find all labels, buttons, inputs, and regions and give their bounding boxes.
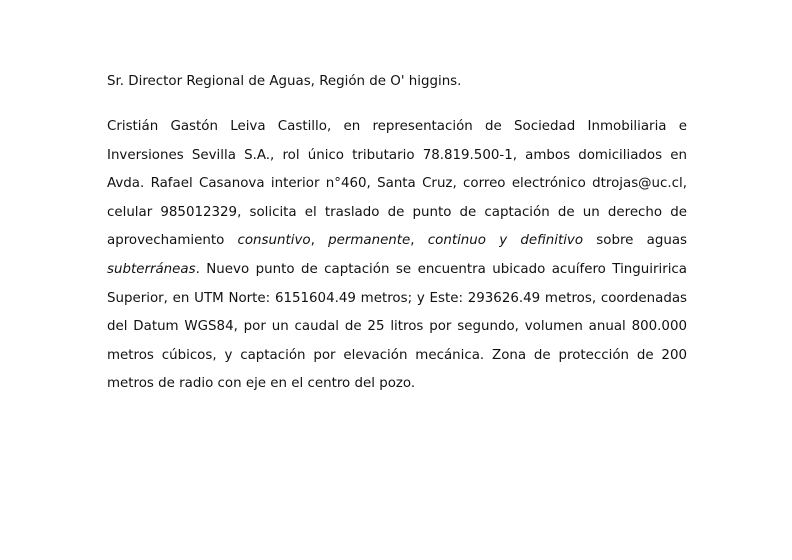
body-text-segment: , (310, 233, 329, 249)
body-text-segment: Cristián Gastón Leiva Castillo, en representación de Sociedad Inmobiliaria e Inversiones Sevilla S.A., rol único tributario 78.819.500-1, ambos domiciliados en Avda. Rafael Casanova interior n°460, Santa Cruz, correo electrónico dtrojas@uc.cl, celular 985012329, solicita el traslado de punto de captación de un derecho de aprovechamiento (107, 119, 687, 249)
body-text-segment: . Nuevo punto de captación se encuentra ubicado acuífero Tinguiririca Superior, en UTM Norte: 6151604.49 metros; y Este: 293626.49 metros, coordenadas del Datum WGS84, por un caudal de 25 litros por segundo, volumen anual 800.000 metros cúbicos, y captación por elevación mecánica. Zona de protección de 200 metros de radio con eje en el centro del pozo. (107, 261, 687, 392)
body-text-segment: sobre aguas (583, 233, 687, 249)
letter-body (107, 113, 687, 399)
body-italic-continuo: continuo y definitivo (427, 233, 584, 249)
body-italic-consuntivo: consuntivo (237, 233, 311, 249)
letter-salutation: Sr. Director Regional de Aguas, Región de O' higgins. (107, 74, 462, 89)
body-italic-subterraneas: subterráneas (107, 261, 196, 277)
body-text-segment: , (410, 233, 428, 249)
body-italic-permanente: permanente (328, 233, 411, 249)
